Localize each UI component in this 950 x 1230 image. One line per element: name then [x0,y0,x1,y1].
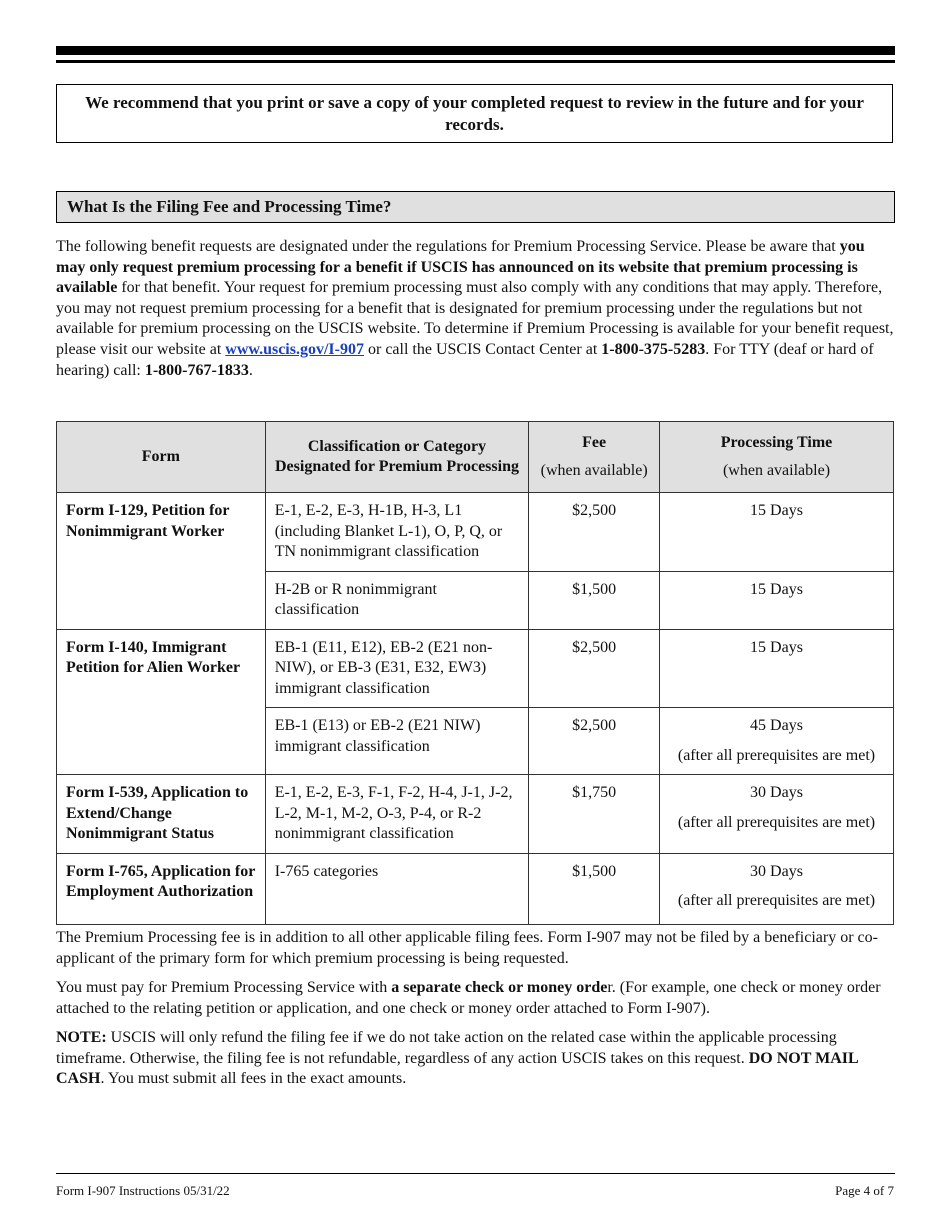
header-time-label: Processing Time [720,433,833,451]
fee-cell: $2,500 [529,708,660,775]
footer-page-number: Page 4 of 7 [835,1183,894,1198]
tty-phone: 1-800-767-1833 [144,361,249,379]
footer-rule [56,1173,895,1174]
intro-text-4: . For TTY (deaf or hard of hearing) call: [56,340,874,379]
time-cell [660,708,894,775]
payment-text-1: You must pay for Premium Processing Service with [56,979,392,996]
time-cell [660,571,894,629]
time-value: 15 Days [750,502,803,519]
time-value: 45 Days [750,717,803,734]
time-cell [660,853,894,924]
time-note: (after all prerequisites are met) [677,892,876,909]
header-classification [265,422,529,493]
uscis-website-link[interactable]: www.uscis.gov/I-907 [225,340,364,358]
header-classification-label: Classification or Category Designated for Premium Processing [275,437,519,475]
contact-center-phone: 1-800-375-5283 [601,340,706,358]
do-not-mail-cash: DO NOT MAIL CASH [56,1049,858,1088]
time-cell [660,493,894,572]
fee-cell: $1,500 [529,853,660,924]
intro-paragraph [56,237,896,381]
header-fee-sub: (when available) [540,462,648,479]
header-fee [529,422,660,493]
payment-text-2: r. (For example, one check or money order attached to the relating petition or application, and one check or money order attached to Form I-907). [56,979,881,1017]
classification-cell: EB-1 (E11, E12), EB-2 (E21 non-NIW), or EB-3 (E31, E32, EW3) immigrant classification [265,629,529,708]
record-notice-box [56,84,893,143]
section-heading-text: What Is the Filing Fee and Processing Time? [67,197,392,216]
time-value: 30 Days [750,784,803,801]
header-processing-time [660,422,894,493]
refund-note-paragraph [56,1028,896,1090]
premium-processing-table [56,421,894,925]
time-cell [660,629,894,708]
table-header-row [57,422,894,493]
footer-form-id: Form I-907 Instructions 05/31/22 [56,1183,230,1198]
refund-text-2: . You must submit all fees in the exact amounts. [100,1070,407,1088]
table-row [57,775,894,854]
record-notice-text: We recommend that you print or save a copy of your completed request to review in the future and for your records. [85,92,864,134]
header-form-label: Form [141,447,180,465]
intro-text-1: The following benefit requests are designated under the regulations for Premium Processing Service. Please be aware that [56,238,840,255]
time-value: 15 Days [750,580,803,598]
intro-text-5: . [248,361,253,379]
time-note: (after all prerequisites are met) [677,813,876,831]
form-cell: Form I-539, Application to Extend/Change Nonimmigrant Status [57,775,266,854]
fee-cell: $1,500 [529,571,660,629]
fee-cell: $1,750 [529,775,660,854]
table-row [57,853,894,924]
time-note: (after all prerequisites are met) [677,746,876,764]
section-heading [56,191,895,223]
intro-bold-text: you may only request premium processing for a benefit if USCIS has announced on its website that premium processing is available [56,238,865,297]
top-rule-thin [56,60,895,63]
time-value: 15 Days [750,638,803,656]
classification-cell: EB-1 (E13) or EB-2 (E21 NIW) immigrant classification [265,708,529,775]
note-label: NOTE: [56,1029,107,1046]
intro-text-2: for that benefit. Your request for premium processing must also comply with any conditions that may apply. Therefore, you may not request premium processing for a benefit that is designated for premium processing under the regulations but not available for premium processing on the USCIS website. To determine if Premium Processing is available for your benefit request, please visit our website at [56,279,894,358]
classification-cell: E-1, E-2, E-3, H-1B, H-3, L1 (including Blanket L-1), O, P, Q, or TN nonimmigrant classification [265,493,529,572]
fee-cell: $2,500 [529,493,660,572]
separate-payment-paragraph [56,978,896,1019]
refund-text-1: USCIS will only refund the filing fee if we do not take action on the related case within the applicable processing timeframe. Otherwise, the filing fee is not refundable, regardless of any action USCIS takes on this request. [56,1029,837,1067]
header-fee-label: Fee [582,433,607,451]
form-cell: Form I-765, Application for Employment Authorization [57,853,266,924]
intro-text-3: or call the USCIS Contact Center at [363,340,602,358]
header-form [57,422,266,493]
time-value: 30 Days [750,862,803,880]
classification-cell: H-2B or R nonimmigrant classification [265,571,529,629]
classification-cell: I-765 categories [265,853,529,924]
fee-cell: $2,500 [529,629,660,708]
time-cell [660,775,894,854]
classification-cell: E-1, E-2, E-3, F-1, F-2, H-4, J-1, J-2, L-2, M-1, M-2, O-3, P-4, or R-2 nonimmigrant classification [265,775,529,854]
form-cell: Form I-140, Immigrant Petition for Alien Worker [57,629,266,775]
form-cell: Form I-129, Petition for Nonimmigrant Worker [57,493,266,630]
table-row [57,629,894,708]
table-row [57,493,894,572]
top-rule-thick [56,46,895,55]
payment-bold-text: a separate check or money orde [391,979,608,996]
header-time-sub: (when available) [722,462,831,479]
additional-fee-paragraph: The Premium Processing fee is in addition to all other applicable filing fees. Form I-907 may not be filed by a beneficiary or co-applicant of the primary form for which premium processing is being requested. [56,929,878,967]
